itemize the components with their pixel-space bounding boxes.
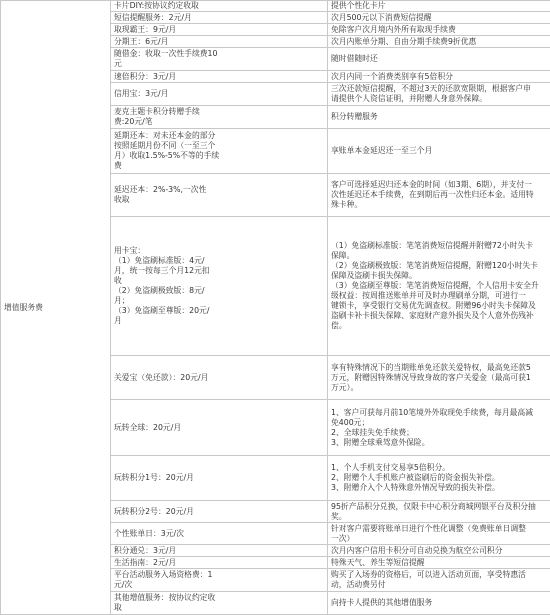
description-text: 提供个性化卡片 <box>331 1 548 11</box>
fee-text: 取 <box>114 603 325 613</box>
fee-text: 收取 <box>114 195 325 205</box>
fee-cell <box>111 557 328 569</box>
description-text: 享有特殊情况下的当期账单免还款关爱特权，最高免还款5 <box>331 363 548 373</box>
description-text: 盗刷卡补卡损失保障、家庭财产意外损失及个人意外伤残补 <box>331 311 548 321</box>
description-cell <box>328 24 550 36</box>
description-text: 购买了入场券的资格后，可以进入活动页面，享受特惠活 <box>331 570 548 580</box>
fee-cell <box>111 501 328 523</box>
fee-text: （2）免盗刷极致版：8元/ <box>114 286 325 296</box>
description-cell <box>328 523 550 545</box>
description-text: 万元，附赠因特殊情况导致身故的客户关爱金（最高可获1 <box>331 373 548 383</box>
description-text: 积分转赠服务 <box>331 112 548 122</box>
description-cell <box>328 36 550 48</box>
description-text: 三次还款短信提醒，不超过3天的还款宽限期，根据客户申 <box>331 84 548 94</box>
fee-text: 费 <box>114 161 325 171</box>
description-text: 享账单本金延迟还一至三个月 <box>331 146 548 156</box>
description-text: 次月500元以下消费短信提醒 <box>331 13 548 23</box>
description-cell <box>328 217 550 356</box>
description-text: 2、附赠个人手机账户被盗刷后的资金损失补偿。 <box>331 473 548 483</box>
description-text: （1）免盗刷标准版：笔笔消费短信提醒并附赠72小时失卡 <box>331 241 548 251</box>
description-text: （2）免盗刷极致版：笔笔消费短信提醒，附赠120小时失卡 <box>331 261 548 271</box>
description-text: 次月内客户信用卡积分可自动兑换为航空公司积分 <box>331 546 548 556</box>
fee-cell <box>111 36 328 48</box>
description-text: 2、全球挂失免手续费； <box>331 428 548 438</box>
description-text: 客户可选择延迟归还本金的时间（如3期、6期），并支付一 <box>331 180 548 190</box>
description-cell <box>328 129 550 174</box>
description-cell <box>328 106 550 129</box>
description-cell <box>328 174 550 217</box>
description-cell <box>328 456 550 501</box>
description-text: 次月内同一个消费类别享有5倍积分 <box>331 72 548 82</box>
description-text: 3、附赠全球乘驾意外保险。 <box>331 438 548 448</box>
description-text: 偿。 <box>331 321 548 331</box>
fee-text: 月）收取1.5%-5%不等的手续 <box>114 151 325 161</box>
description-cell <box>328 83 550 106</box>
description-text: 请提供个人资信证明，并附赠人身意外保障。 <box>331 94 548 104</box>
fee-text: 费:20元/笔 <box>114 117 325 127</box>
fee-text: （3）免盗刷至尊版：20元/ <box>114 306 325 316</box>
fee-text: 取现霸王：9元/月 <box>114 25 325 35</box>
description-cell <box>328 501 550 523</box>
fee-cell <box>111 106 328 129</box>
fee-text: 短信提醒服务：2元/月 <box>114 13 325 23</box>
fee-text: 按照延期月份不同（一至三个 <box>114 141 325 151</box>
fee-cell <box>111 592 328 615</box>
fee-cell <box>111 456 328 501</box>
fee-text: 个性账单日：3元/次 <box>114 529 325 539</box>
fee-text: 随借金：收取一次性手续费10 <box>114 49 325 59</box>
description-text: 95折产品积分兑换，仅限卡中心积分商城网银平台及积分抽 <box>331 502 548 512</box>
fee-text: 收 <box>114 276 325 286</box>
table-row <box>1 1 550 12</box>
description-text: 向持卡人提供的其他增值服务 <box>331 598 548 608</box>
description-text: 保障。 <box>331 251 548 261</box>
fee-text: 信用宝：3元/月 <box>114 89 325 99</box>
fee-text: 元/次 <box>114 580 325 590</box>
fee-cell <box>111 174 328 217</box>
description-cell <box>328 400 550 456</box>
description-cell <box>328 1 550 12</box>
fee-cell <box>111 24 328 36</box>
description-text: 保障及盗刷卡损失保障。 <box>331 271 548 281</box>
description-cell <box>328 48 550 71</box>
description-text: 奖。 <box>331 512 548 522</box>
description-text: 3、附赠介入个人特殊意外情况导致的损失补偿。 <box>331 483 548 493</box>
fee-text: 玩转积分2号：20元/月 <box>114 507 325 517</box>
description-text: 1、个人手机支付交易享5倍积分。 <box>331 463 548 473</box>
description-text: 次月内账单分期、自由分期手续费9折优惠 <box>331 37 548 47</box>
description-cell <box>328 356 550 400</box>
fee-text: 速倍积分：3元/月 <box>114 72 325 82</box>
description-text: 键锁卡，享受银行交易优先调查权。附赠96小时失卡保障及 <box>331 301 548 311</box>
fee-text: 关爱宝（免还款）：20元/月 <box>114 373 325 383</box>
description-text: 免除客户次月境内外所有取现手续费 <box>331 25 548 35</box>
description-text: 动，活动费另付 <box>331 580 548 590</box>
fee-text: 玩转全球：20元/月 <box>114 423 325 433</box>
fee-cell <box>111 356 328 400</box>
fee-text: 延期还本：对未还本金的部分 <box>114 131 325 141</box>
description-cell <box>328 592 550 615</box>
description-text: 随时借随时还 <box>331 54 548 64</box>
fee-text: 元 <box>114 59 325 69</box>
category-cell: 增值服务费 <box>1 1 111 615</box>
description-text: 级权益：按周推送账单并可及时办理刷单分期，可进行一 <box>331 291 548 301</box>
fee-cell <box>111 83 328 106</box>
fee-text: 麦克主题卡积分转赠手续 <box>114 107 325 117</box>
description-cell <box>328 12 550 24</box>
fee-text: 其他增值服务：按协议约定收 <box>114 593 325 603</box>
description-text: 免400元； <box>331 418 548 428</box>
description-cell <box>328 557 550 569</box>
description-text: 一次） <box>331 534 548 544</box>
fee-text: 月，统一按每三个月12元扣 <box>114 266 325 276</box>
description-text: 万元）。 <box>331 383 548 393</box>
fee-cell <box>111 71 328 83</box>
description-text: 针对客户需要将账单日进行个性化调整（免费账单日调整 <box>331 524 548 534</box>
fee-cell <box>111 545 328 557</box>
fee-text: 月 <box>114 316 325 326</box>
fee-text: 玩转积分1号：20元/月 <box>114 473 325 483</box>
description-cell <box>328 545 550 557</box>
fee-text: （1）免盗刷标准版：4元/ <box>114 256 325 266</box>
description-text: 殊卡种。 <box>331 200 548 210</box>
fee-text: 分期王：6元/月 <box>114 37 325 47</box>
fee-cell <box>111 48 328 71</box>
description-text: （3）免盗刷至尊版：笔笔消费短信提醒，个人信用卡安全升 <box>331 281 548 291</box>
description-text: 次性延迟还本手续费，在到期后再一次性归还本金。适用特 <box>331 190 548 200</box>
fee-text: 月； <box>114 296 325 306</box>
description-text: 1、客户可获每月前10笔境外外取现免手续费，每月最高减 <box>331 408 548 418</box>
description-cell <box>328 569 550 592</box>
fee-text: 生活指南：2元/月 <box>114 558 325 568</box>
fee-cell <box>111 129 328 174</box>
fee-text: 延迟还本：2%-3%,一次性 <box>114 185 325 195</box>
fee-cell <box>111 523 328 545</box>
fee-text: 用卡宝： <box>114 246 325 256</box>
description-cell <box>328 71 550 83</box>
description-text: 特殊天气、养生等短信提醒 <box>331 558 548 568</box>
fee-text: 平台活动服务入场资格费：1 <box>114 570 325 580</box>
fee-cell <box>111 12 328 24</box>
fee-cell <box>111 217 328 356</box>
fee-cell <box>111 1 328 12</box>
fee-cell <box>111 569 328 592</box>
fee-cell <box>111 400 328 456</box>
fee-text: 卡片DIY:按协议约定收取 <box>114 1 325 11</box>
fee-text: 积分通兑：3元/月 <box>114 546 325 556</box>
